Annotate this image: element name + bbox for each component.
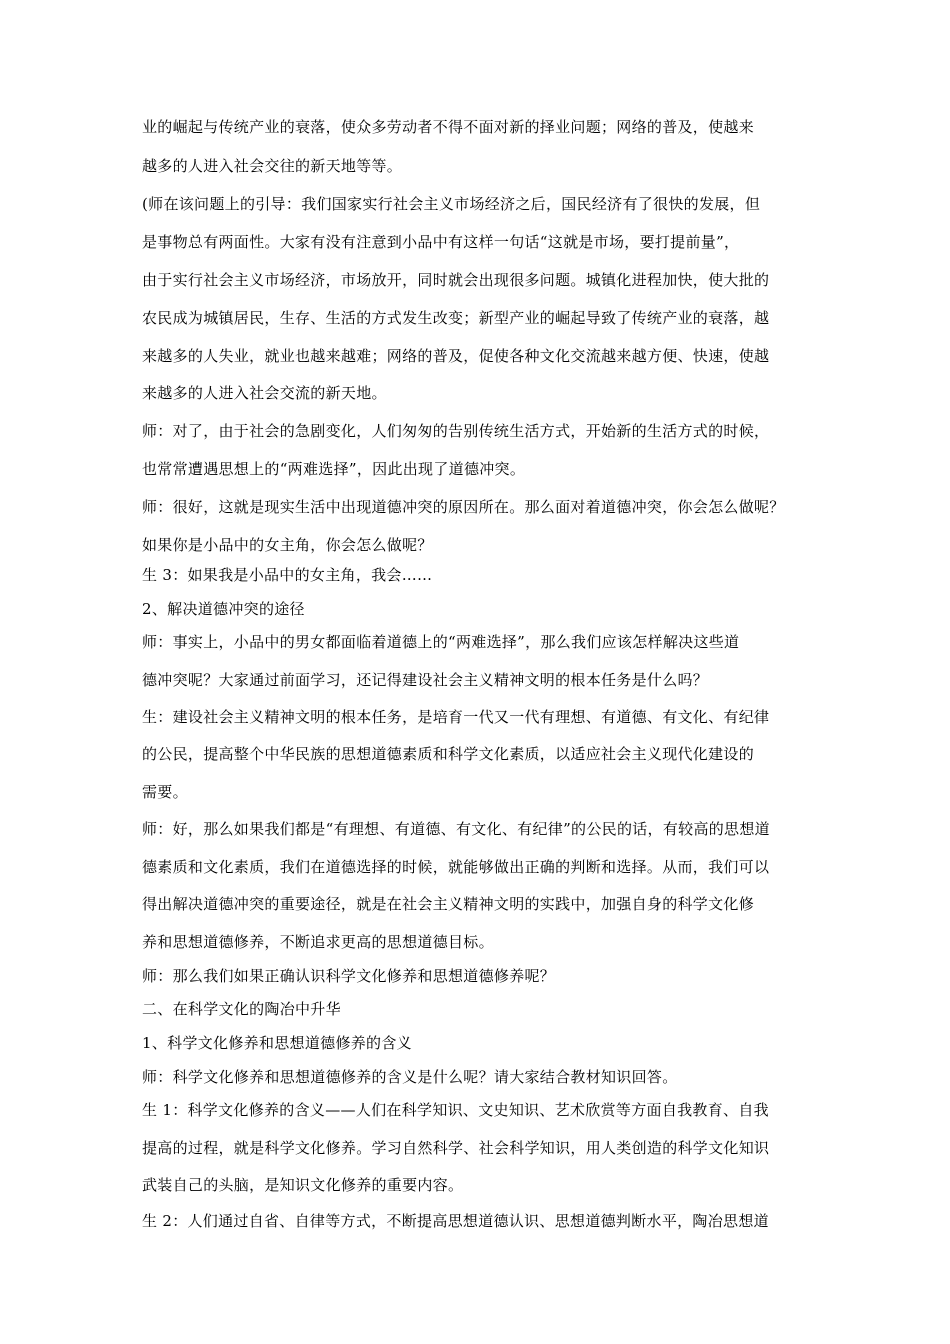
text-line: 养和思想道德修养，不断追求更高的思想道德目标。: [142, 933, 494, 951]
section-heading: 1、科学文化修养和思想道德修养的含义: [142, 1034, 412, 1052]
text-line: 需要。: [142, 783, 188, 801]
text-line: (师在该问题上的引导：我们国家实行社会主义市场经济之后，国民经济有了很快的发展，但: [142, 195, 761, 213]
text-line: 提高的过程，就是科学文化修养。学习自然科学、社会科学知识，用人类创造的科学文化知识: [142, 1139, 770, 1157]
text-line: 师：对了，由于社会的急剧变化，人们匆匆的告别传统生活方式，开始新的生活方式的时候，: [142, 422, 770, 440]
text-line: 业的崛起与传统产业的衰落，使众多劳动者不得不面对新的择业问题；网络的普及，使越来: [142, 118, 755, 136]
text-line: 武装自己的头脑，是知识文化修养的重要内容。: [142, 1176, 464, 1194]
text-line: 师：事实上，小品中的男女都面临着道德上的“两难选择”，那么我们应该怎样解决这些道: [142, 633, 740, 651]
text-line: 来越多的人进入社会交流的新天地。: [142, 384, 387, 402]
text-line: 也常常遭遇思想上的“两难选择”，因此出现了道德冲突。: [142, 460, 526, 478]
text-line: 生：建设社会主义精神文明的根本任务，是培育一代又一代有理想、有道德、有文化、有纪律: [142, 708, 770, 726]
text-line: 生 3：如果我是小品中的女主角，我会……: [142, 566, 433, 584]
text-line: 师：科学文化修养和思想道德修养的含义是什么呢？请大家结合教材知识回答。: [142, 1068, 678, 1086]
section-heading: 二、在科学文化的陶冶中升华: [142, 1000, 341, 1018]
text-line: 生 2：人们通过自省、自律等方式，不断提高思想道德认识、思想道德判断水平，陶冶思想道: [142, 1212, 769, 1230]
text-line: 越多的人进入社会交往的新天地等等。: [142, 157, 403, 175]
text-line: 师：很好，这就是现实生活中出现道德冲突的原因所在。那么面对着道德冲突，你会怎么做呢？: [142, 498, 785, 516]
text-line: 师：好，那么如果我们都是“有理想、有道德、有文化、有纪律”的公民的话，有较高的思想道: [142, 820, 770, 838]
text-line: 如果你是小品中的女主角，你会怎么做呢？: [142, 536, 433, 554]
text-line: 来越多的人失业，就业也越来越难；网络的普及，促使各种文化交流越来越方便、快速，使越: [142, 347, 770, 365]
text-line: 德素质和文化素质，我们在道德选择的时候，就能够做出正确的判断和选择。从而，我们可以: [142, 858, 770, 876]
text-line: 的公民，提高整个中华民族的思想道德素质和科学文化素质，以适应社会主义现代化建设的: [142, 745, 755, 763]
text-line: 德冲突呢？大家通过前面学习，还记得建设社会主义精神文明的根本任务是什么吗？: [142, 671, 709, 689]
text-line: 是事物总有两面性。大家有没有注意到小品中有这样一句话“这就是市场，要打提前量”，: [142, 233, 740, 251]
section-heading: 2、解决道德冲突的途径: [142, 600, 305, 618]
text-line: 师：那么我们如果正确认识科学文化修养和思想道德修养呢？: [142, 967, 556, 985]
text-line: 生 1：科学文化修养的含义——人们在科学知识、文史知识、艺术欣赏等方面自我教育、自我: [142, 1101, 769, 1119]
text-line: 由于实行社会主义市场经济，市场放开，同时就会出现很多问题。城镇化进程加快，使大批的: [142, 271, 770, 289]
text-line: 得出解决道德冲突的重要途径，就是在社会主义精神文明的实践中，加强自身的科学文化修: [142, 895, 755, 913]
text-line: 农民成为城镇居民，生存、生活的方式发生改变；新型产业的崛起导致了传统产业的衰落，越: [142, 309, 770, 327]
